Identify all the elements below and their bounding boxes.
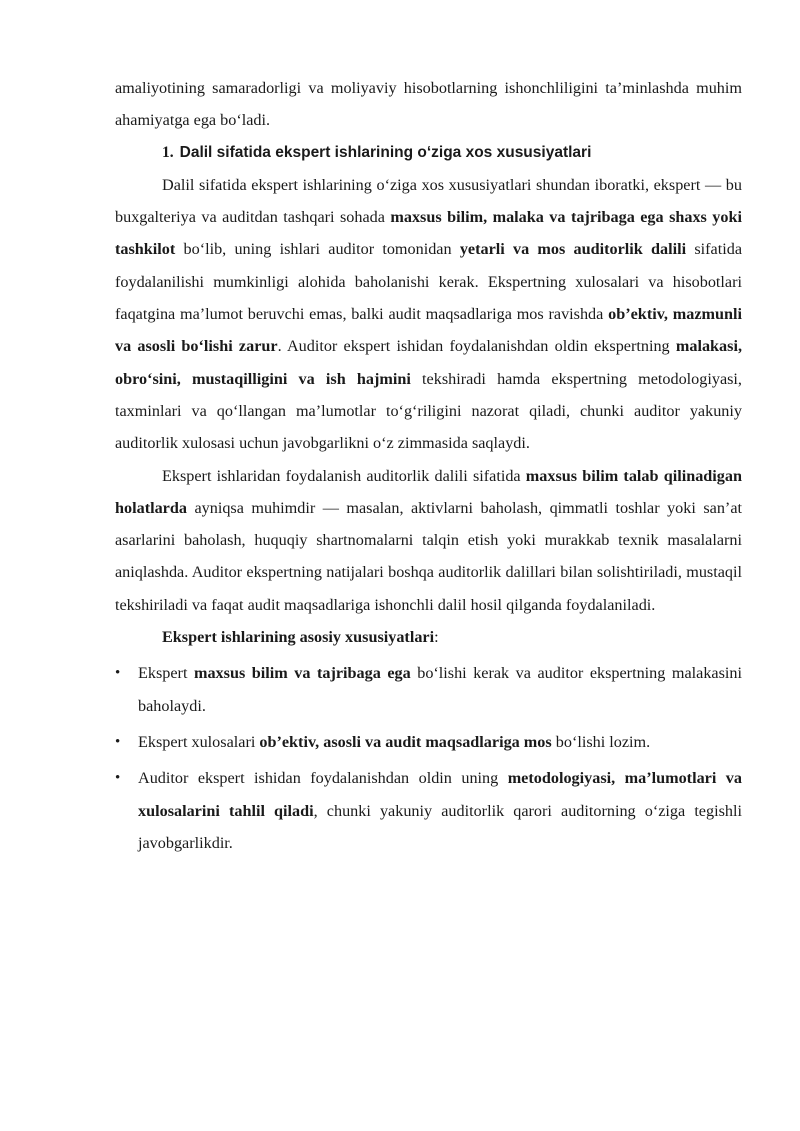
bold-run: maxsus bilim talab qilinadigan holatlarda — [115, 466, 742, 517]
text-run: Ekspert ishlaridan foydalanish auditorlik dalili sifatida — [162, 466, 526, 485]
text-run: Dalil sifatida ekspert ishlarining o‘ziga xos xususiyatlari shundan iboratki, ekspert — bu buxgalteriya va auditdan tashqari sohada — [115, 175, 742, 227]
bold-run: ob’ektiv, mazmunli va asosli bo‘lishi zarur — [115, 305, 742, 356]
text-run: bo‘lishi kerak va auditor ekspertning malakasini baholaydi. — [138, 664, 742, 715]
bullet-icon: • — [115, 665, 121, 682]
text-run: tekshiradi hamda ekspertning metodologiyasi, taxminlari va qo‘llangan ma’lumotlar to‘g‘riligini nazorat qiladi, chunki auditor yakuniy auditorlik xulosasi uchun javobgarlikni o‘z zimmasida saqlaydi. — [115, 369, 742, 453]
list-item — [115, 657, 742, 722]
bullet-icon: • — [115, 733, 121, 750]
text-run: . Auditor ekspert ishidan foydalanishdan oldin ekspertning — [277, 337, 676, 356]
bold-run: maxsus bilim, malaka va tajribaga ega shaxs yoki tashkilot — [115, 208, 742, 259]
bullet-icon: • — [115, 770, 121, 787]
bullet-list — [115, 657, 742, 859]
text-run: bo‘lib, uning ishlari auditor tomonidan — [175, 240, 460, 259]
bold-run: yetarli va mos auditorlik dalili — [459, 240, 687, 259]
text-run: Ekspert — [138, 664, 194, 683]
list-item — [115, 762, 742, 859]
subheading-text: Ekspert ishlarining asosiy xususiyatlari — [162, 628, 435, 647]
text-run: bo‘lishi lozim. — [551, 732, 651, 751]
paragraph-continuation-text: amaliyotining samaradorligi va moliyaviy hisobotlarning ishonchliligini ta’minlashda muhim ahamiyatga ega bo‘ladi. — [115, 79, 742, 130]
section-number: 1. — [162, 143, 174, 161]
text-run: ayniqsa muhimdir — masalan, aktivlarni baholash, qimmatli toshlar yoki san’at asarlarini baholash, huquqiy shartnomalarni talqin etish yoki murakkab texnik masalalarni aniqlashda. Auditor ekspertning natijalari boshqa auditorlik dalillari bilan solishtiriladi, mustaqil tekshiriladi va faqat audit maqsadlariga ishonchli dalil hosil qilganda foydalaniladi. — [115, 498, 742, 614]
bold-run: malakasi, obro‘sini, mustaqilligini va ish hajmini — [115, 337, 742, 388]
subheading-colon: : — [434, 628, 439, 647]
bold-run: ob’ektiv, asosli va audit maqsadlariga mos — [259, 732, 552, 751]
section-title: Dalil sifatida ekspert ishlarining o‘ziga xos xususiyatlari — [179, 143, 592, 161]
text-run: sifatida foydalanilishi mumkinligi alohida baholanishi kerak. Ekspertning xulosalari va hisobotlari faqatgina ma’lumot beruvchi emas, balki audit maqsadlariga mos ravishda — [115, 240, 743, 324]
section-heading — [115, 137, 742, 169]
document-page — [115, 72, 742, 859]
list-item — [115, 726, 742, 758]
bold-run: maxsus bilim va tajribaga ega — [193, 664, 411, 683]
text-run: , chunki yakuniy auditorlik qarori auditorning o‘ziga tegishli javobgarlikdir. — [138, 801, 742, 852]
text-run: Auditor ekspert ishidan foydalanishdan oldin uning — [138, 769, 508, 788]
bold-run: metodologiyasi, ma’lumotlari va xulosalarini tahlil qiladi — [138, 769, 742, 820]
paragraph-expert-features — [115, 169, 742, 460]
text-run: Ekspert xulosalari — [138, 732, 260, 751]
paragraph-continuation — [115, 72, 742, 137]
paragraph-expert-usage — [115, 460, 742, 621]
subheading-main-features — [115, 621, 742, 653]
